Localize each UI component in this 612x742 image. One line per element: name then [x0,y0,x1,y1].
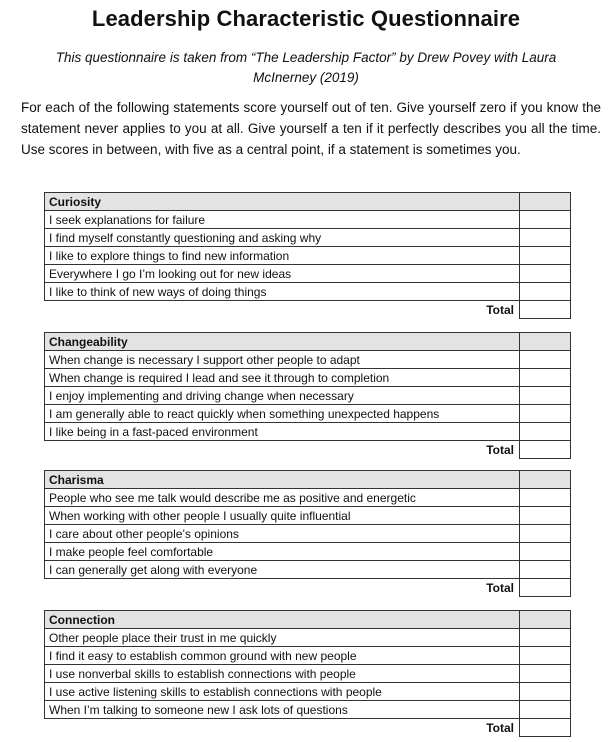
section-heading: Curiosity [45,193,520,211]
section-heading: Connection [45,611,520,629]
statement-text: I like being in a fast-paced environment [45,423,520,441]
section-table-connection [44,610,571,737]
table-row [45,489,571,507]
total-score-cell[interactable] [520,579,571,597]
heading-score-cell [520,193,571,211]
statement-text: When I’m talking to someone new I ask lots of questions [45,701,520,719]
statement-text: I can generally get along with everyone [45,561,520,579]
score-cell[interactable] [520,647,571,665]
statement-text: I like to explore things to find new information [45,247,520,265]
score-cell[interactable] [520,265,571,283]
table-row [45,665,571,683]
statement-text: I use nonverbal skills to establish connections with people [45,665,520,683]
score-cell[interactable] [520,247,571,265]
score-cell[interactable] [520,543,571,561]
table-row [45,525,571,543]
table-row [45,247,571,265]
section-table-curiosity [44,192,571,319]
statement-text: When change is required I lead and see it through to completion [45,369,520,387]
score-cell[interactable] [520,405,571,423]
total-score-cell[interactable] [520,719,571,737]
table-row [45,561,571,579]
statement-text: I enjoy implementing and driving change when necessary [45,387,520,405]
score-cell[interactable] [520,211,571,229]
page-title: Leadership Characteristic Questionnaire [91,6,521,31]
statement-text: I care about other people’s opinions [45,525,520,543]
section-table-changeability [44,332,571,459]
table-row [45,647,571,665]
statement-text: Everywhere I go I’m looking out for new ideas [45,265,520,283]
score-cell[interactable] [520,387,571,405]
score-cell[interactable] [520,351,571,369]
table-row [45,211,571,229]
table-row [45,265,571,283]
total-label: Total [45,441,520,459]
section-heading: Charisma [45,471,520,489]
total-label: Total [45,579,520,597]
score-cell[interactable] [520,525,571,543]
statement-text: When change is necessary I support other people to adapt [45,351,520,369]
table-row [45,387,571,405]
score-cell[interactable] [520,507,571,525]
table-row [45,369,571,387]
score-cell[interactable] [520,423,571,441]
section-heading: Changeability [45,333,520,351]
total-label: Total [45,301,520,319]
heading-score-cell [520,471,571,489]
score-cell[interactable] [520,701,571,719]
table-row [45,683,571,701]
score-cell[interactable] [520,561,571,579]
statement-text: I am generally able to react quickly when something unexpected happens [45,405,520,423]
statement-text: Other people place their trust in me quickly [45,629,520,647]
score-cell[interactable] [520,683,571,701]
score-cell[interactable] [520,665,571,683]
total-label: Total [45,719,520,737]
statement-text: I find it easy to establish common ground with new people [45,647,520,665]
statement-text: I like to think of new ways of doing things [45,283,520,301]
score-cell[interactable] [520,629,571,647]
table-row [45,229,571,247]
table-row [45,351,571,369]
table-row [45,507,571,525]
table-row [45,701,571,719]
score-cell[interactable] [520,283,571,301]
total-score-cell[interactable] [520,441,571,459]
statement-text: When working with other people I usually quite influential [45,507,520,525]
statement-text: I find myself constantly questioning and asking why [45,229,520,247]
score-cell[interactable] [520,369,571,387]
statement-text: I use active listening skills to establish connections with people [45,683,520,701]
statement-text: I make people feel comfortable [45,543,520,561]
table-row [45,405,571,423]
heading-score-cell [520,611,571,629]
table-row [45,283,571,301]
score-cell[interactable] [520,229,571,247]
total-score-cell[interactable] [520,301,571,319]
table-row [45,629,571,647]
instructions: For each of the following statements score yourself out of ten. Give yourself zero if you know the statement never applies to you at all. Give yourself a ten if it perfectly describes you all the time. Use scores in between, with five as a central point, if a statement is sometimes you. [21,100,601,157]
statement-text: People who see me talk would describe me as positive and energetic [45,489,520,507]
table-row [45,543,571,561]
section-table-charisma [44,470,571,597]
heading-score-cell [520,333,571,351]
score-cell[interactable] [520,489,571,507]
statement-text: I seek explanations for failure [45,211,520,229]
source-citation: This questionnaire is taken from “The Leadership Factor” by Drew Povey with Laura McInerney (2019) [55,50,557,85]
table-row [45,423,571,441]
